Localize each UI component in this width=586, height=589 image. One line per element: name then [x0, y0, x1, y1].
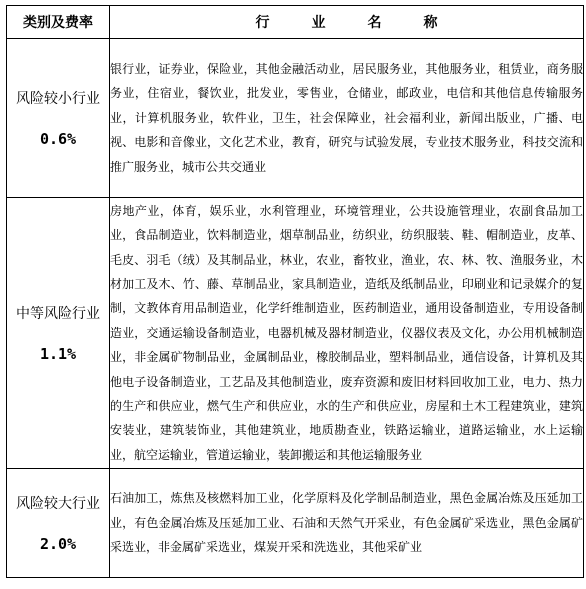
- table-row: [7, 198, 584, 469]
- category-rate: 0.6%: [39, 130, 77, 148]
- header-row: [7, 6, 584, 39]
- header-industry-name: 行业名称: [110, 6, 584, 39]
- rate-table: [6, 5, 584, 578]
- table-row: [7, 39, 584, 198]
- category-cell: [7, 469, 110, 578]
- category-rate: 2.0%: [39, 535, 77, 553]
- industry-list: 房地产业，体育，娱乐业，水利管理业，环境管理业，公共设施管理业，农副食品加工业，食品制造业，饮料制造业，烟草制品业，纺织业，纺织服装、鞋、帽制造业，皮革、毛皮、羽毛（绒）及其制品业，林业，农业，畜牧业，渔业，农、林、牧、渔服务业，木材加工及木、竹、藤、草制品业，家具制造业，造纸及纸制品业，印刷业和记录媒介的复制，文教体育用品制造业，化学纤维制造业，医药制造业，通用设备制造业，专用设备制造业，交通运输设备制造业，电器机械及器材制造业，仪器仪表及文化，办公用机械制造业，非金属矿物制品业，金属制品业，橡胶制品业，塑料制品业，通信设备，计算机及其他电子设备制造业，工艺品及其他制造业，废弃资源和废旧材料回收加工业，电力、热力的生产和供应业，燃气生产和供应业，水的生产和供应业，房屋和土木工程建筑业，建筑安装业，建筑装饰业，其他建筑业，地质勘查业，铁路运输业，道路运输业，水上运输业，航空运输业，管道运输业，装卸搬运和其他运输服务业: [110, 198, 584, 469]
- category-name: 风险较大行业: [16, 496, 100, 512]
- category-cell: [7, 198, 110, 469]
- industry-list: 银行业，证券业，保险业，其他金融活动业，居民服务业，其他服务业，租赁业，商务服务业，住宿业，餐饮业，批发业，零售业，仓储业，邮政业，电信和其他信息传输服务业，计算机服务业，软件业，卫生，社会保障业，社会福利业，新闻出版业，广播、电视、电影和音像业，文化艺术业，教育，研究与试验发展，专业技术服务业，科技交流和推广服务业，城市公共交通业: [110, 39, 584, 198]
- category-rate: 1.1%: [39, 345, 77, 363]
- category-cell: [7, 39, 110, 198]
- category-name: 风险较小行业: [16, 91, 100, 107]
- industry-list: 石油加工，炼焦及核燃料加工业，化学原料及化学制品制造业，黑色金属冶炼及压延加工业，有色金属冶炼及压延加工业、石油和天然气开采业，有色金属矿采选业，黑色金属矿采选业，非金属矿采选业，煤炭开采和洗选业，其他采矿业: [110, 469, 584, 578]
- table-row: [7, 469, 584, 578]
- category-name: 中等风险行业: [16, 306, 100, 322]
- header-category-rate: 类别及费率: [7, 6, 110, 39]
